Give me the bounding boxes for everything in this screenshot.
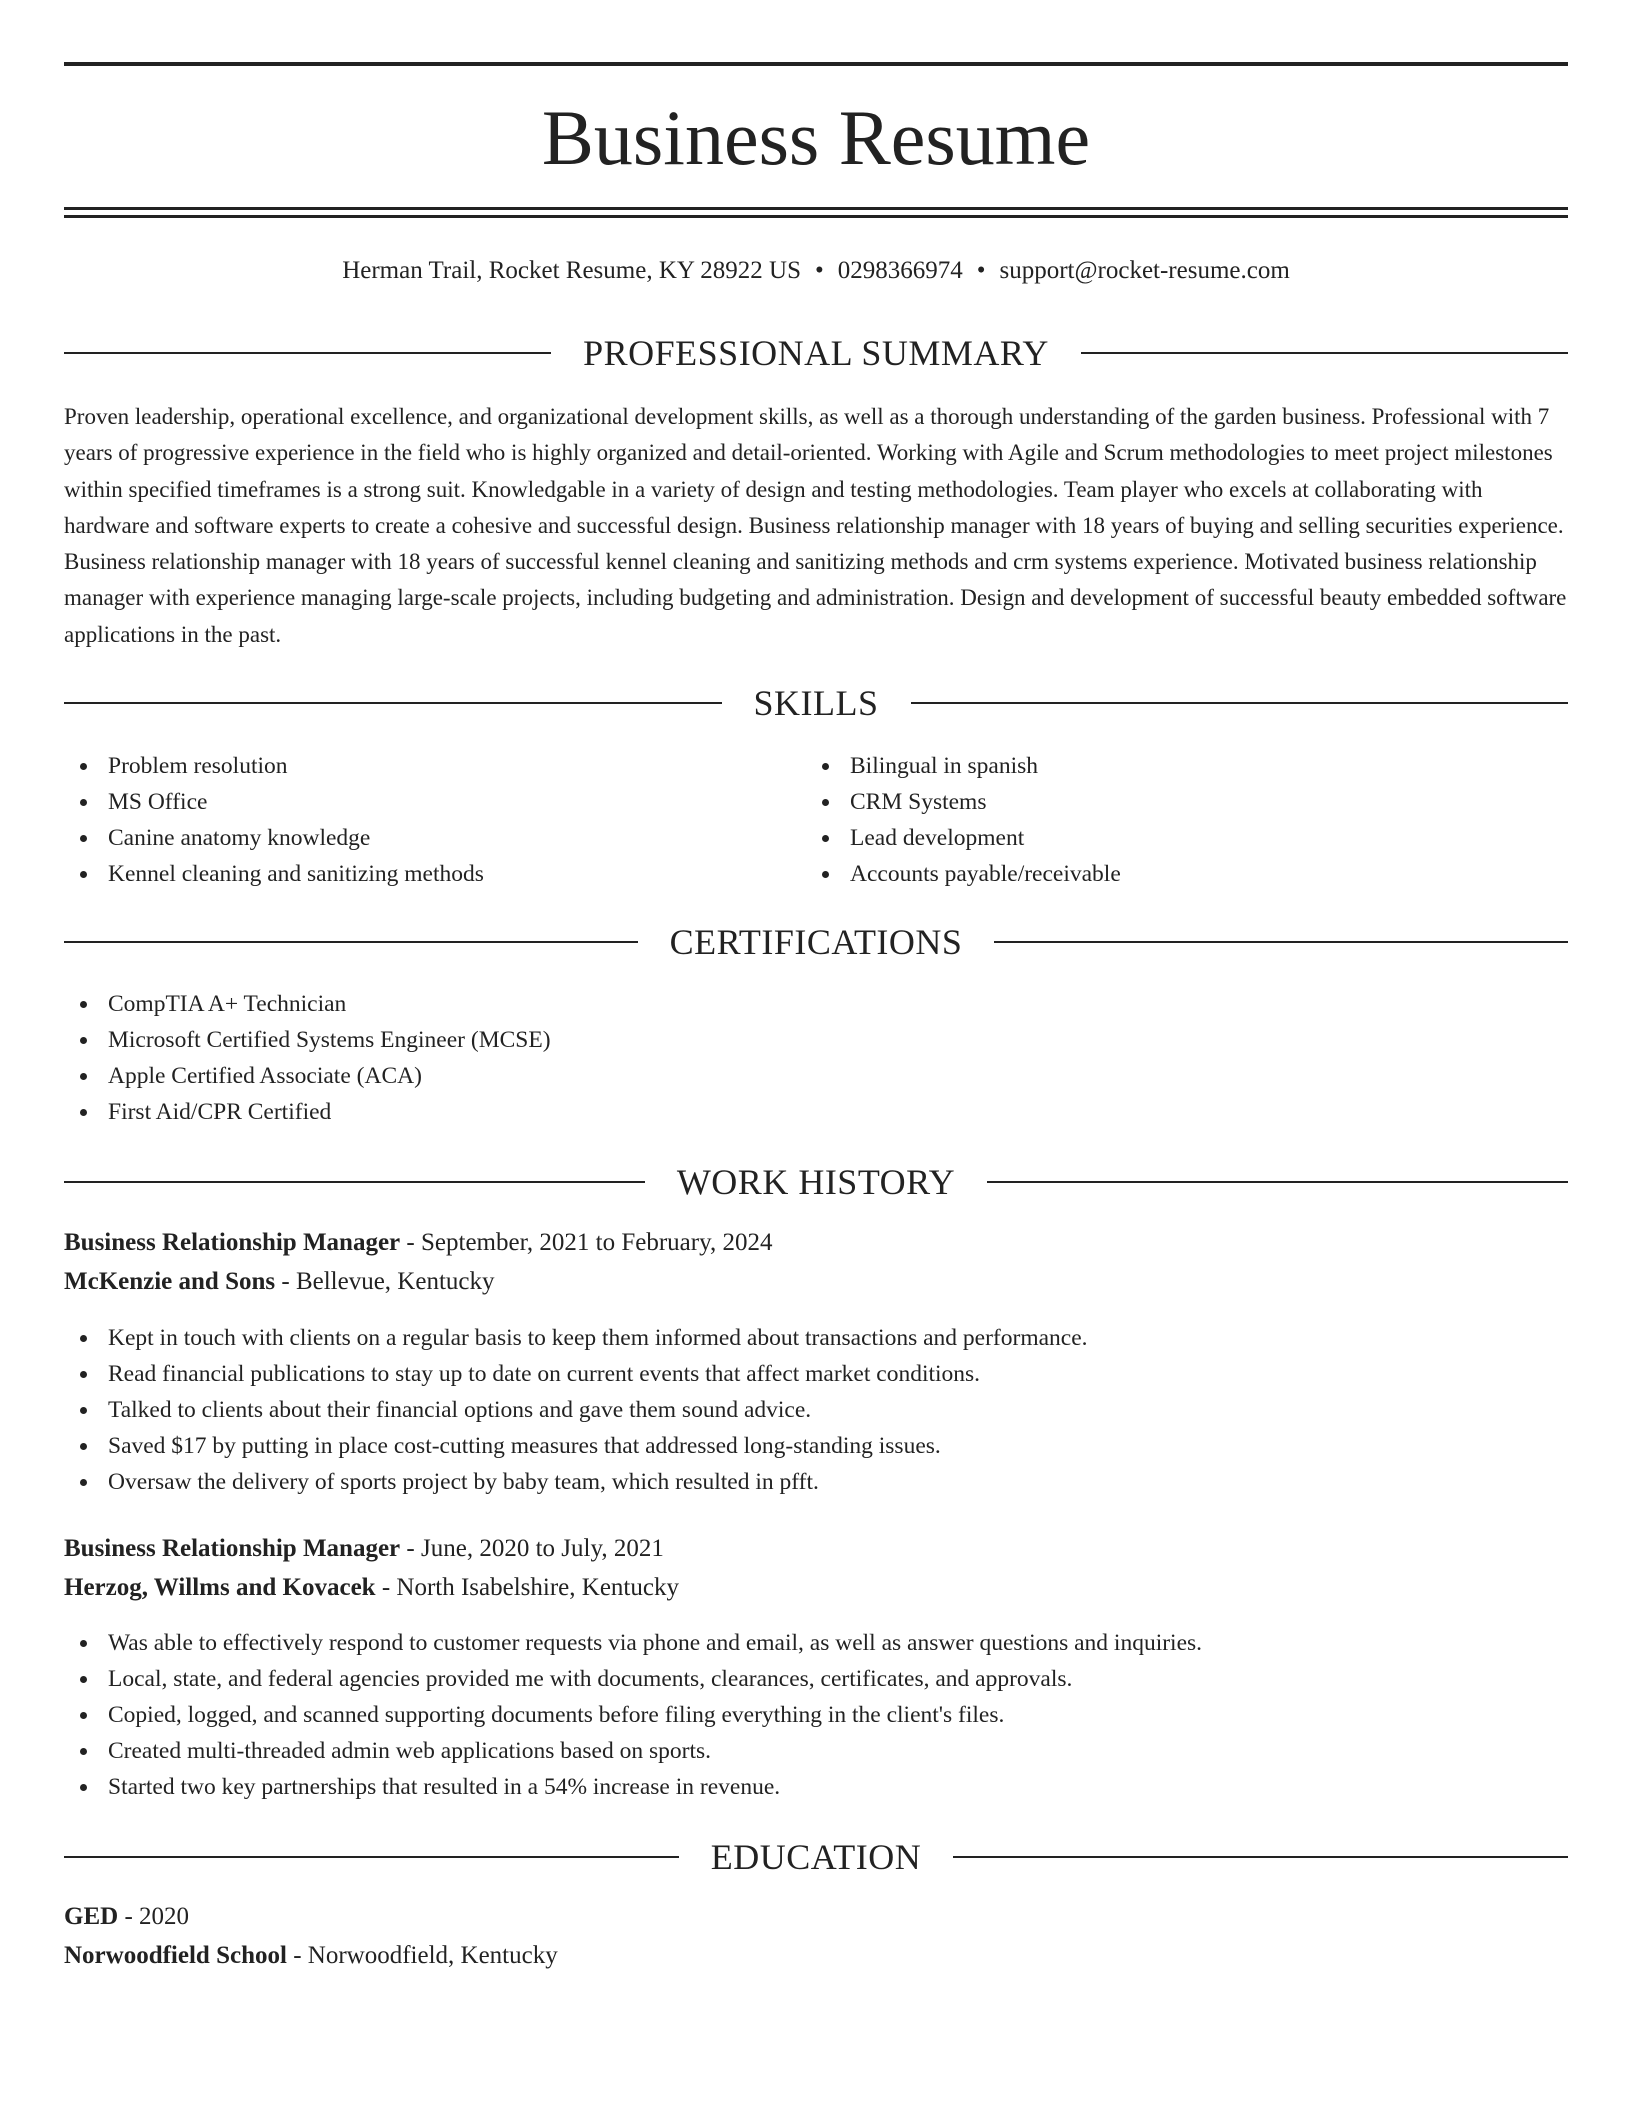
skill-item: CRM Systems	[806, 784, 1546, 820]
job-bullet: Read financial publications to stay up to date on current events that affect market conditions.	[64, 1356, 1568, 1392]
job-company: Herzog, Willms and Kovacek	[64, 1574, 376, 1601]
job-bullet: Oversaw the delivery of sports project by baby team, which resulted in pfft.	[64, 1464, 1568, 1500]
job-bullets	[64, 1320, 1568, 1500]
skill-item: Canine anatomy knowledge	[64, 820, 804, 856]
title-rule-upper	[64, 207, 1568, 210]
education-degree-line	[64, 1898, 189, 1936]
summary-text: Proven leadership, operational excellence, and organizational development skills, as well as a thorough understanding of the garden business. Professional with 7 years of progressive experience in the field who is highly organized and detail-oriented. Working with Agile and Scrum methodologies to meet project milestones within specified timeframes is a strong suit. Knowledgable in a variety of design and testing methodologies. Team player who excels at collaborating with hardware and software experts to create a cohesive and successful design. Business relationship manager with 18 years of buying and selling securities experience. Business relationship manager with 18 years of successful kennel cleaning and sanitizing methods and crm systems experience. Motivated business relationship manager with experience managing large-scale projects, including budgeting and administration. Design and development of successful beauty embedded software applications in the past.	[64, 404, 1567, 647]
section-rule	[64, 1856, 679, 1858]
section-rule	[987, 1181, 1568, 1183]
skills-list-left	[64, 748, 804, 892]
job-bullet: Copied, logged, and scanned supporting documents before filing everything in the client's files.	[64, 1697, 1568, 1733]
job-bullet: Talked to clients about their financial options and gave them sound advice.	[64, 1392, 1568, 1428]
job-company-line	[64, 1263, 495, 1301]
certification-item: CompTIA A+ Technician	[64, 986, 1568, 1022]
section-rule	[64, 352, 551, 354]
job-bullet: Local, state, and federal agencies provided me with documents, clearances, certificates, and approvals.	[64, 1661, 1568, 1697]
education-location: - Norwoodfield, Kentucky	[286, 1942, 558, 1969]
title-rule-lower	[64, 215, 1568, 218]
section-header-certifications	[64, 919, 1568, 965]
section-header-summary	[64, 330, 1568, 376]
job-bullet: Was able to effectively respond to customer requests via phone and email, as well as answer questions and inquiries.	[64, 1625, 1568, 1661]
section-rule	[953, 1856, 1568, 1858]
contact-separator: •	[814, 257, 824, 284]
section-rule	[994, 941, 1568, 943]
contact-email: support@rocket-resume.com	[999, 257, 1290, 284]
section-title: EDUCATION	[710, 1837, 922, 1877]
education-year: - 2020	[118, 1903, 190, 1930]
job-company-line	[64, 1569, 679, 1607]
skill-item: Accounts payable/receivable	[806, 856, 1546, 892]
contact-line	[64, 252, 1568, 290]
contact-address: Herman Trail, Rocket Resume, KY 28922 US	[342, 257, 801, 284]
job-title: Business Relationship Manager	[64, 1229, 401, 1256]
top-rule	[64, 62, 1568, 66]
job-title: Business Relationship Manager	[64, 1535, 401, 1562]
section-rule	[911, 702, 1569, 704]
section-header-skills	[64, 680, 1568, 726]
skill-item: Lead development	[806, 820, 1546, 856]
skill-item: MS Office	[64, 784, 804, 820]
skill-item: Bilingual in spanish	[806, 748, 1546, 784]
education-school-line	[64, 1937, 558, 1975]
job-location: - Bellevue, Kentucky	[275, 1268, 495, 1295]
skills-list-right	[806, 748, 1546, 892]
certification-item: Apple Certified Associate (ACA)	[64, 1058, 1568, 1094]
section-rule	[64, 1181, 645, 1183]
job-company: McKenzie and Sons	[64, 1268, 276, 1295]
certifications-list	[64, 986, 1568, 1130]
certification-item: Microsoft Certified Systems Engineer (MCSE)	[64, 1022, 1568, 1058]
job-bullet: Saved $17 by putting in place cost-cutting measures that addressed long-standing issues.	[64, 1428, 1568, 1464]
job-location: - North Isabelshire, Kentucky	[375, 1574, 679, 1601]
section-rule	[64, 702, 722, 704]
job-dates: - September, 2021 to February, 2024	[400, 1229, 773, 1256]
job-bullets	[64, 1625, 1568, 1805]
job-bullet: Kept in touch with clients on a regular basis to keep them informed about transactions and performance.	[64, 1320, 1568, 1356]
skill-item: Problem resolution	[64, 748, 804, 784]
education-degree: GED	[64, 1903, 119, 1930]
job-bullet: Created multi-threaded admin web applications based on sports.	[64, 1733, 1568, 1769]
skill-item: Kennel cleaning and sanitizing methods	[64, 856, 804, 892]
section-rule	[64, 941, 638, 943]
education-school: Norwoodfield School	[64, 1942, 287, 1969]
job-title-line	[64, 1530, 664, 1568]
section-title: CERTIFICATIONS	[669, 922, 963, 962]
section-header-education	[64, 1834, 1568, 1880]
section-title: WORK HISTORY	[676, 1162, 956, 1202]
job-dates: - June, 2020 to July, 2021	[400, 1535, 664, 1562]
resume-title: Business Resume	[541, 94, 1091, 181]
section-header-work-history	[64, 1159, 1568, 1205]
job-bullet: Started two key partnerships that resulted in a 54% increase in revenue.	[64, 1769, 1568, 1805]
job-title-line	[64, 1224, 772, 1262]
certification-item: First Aid/CPR Certified	[64, 1094, 1568, 1130]
section-title: SKILLS	[753, 683, 879, 723]
section-rule	[1081, 352, 1568, 354]
contact-phone: 0298366974	[837, 257, 963, 284]
section-title: PROFESSIONAL SUMMARY	[583, 333, 1049, 373]
contact-separator: •	[976, 257, 986, 284]
